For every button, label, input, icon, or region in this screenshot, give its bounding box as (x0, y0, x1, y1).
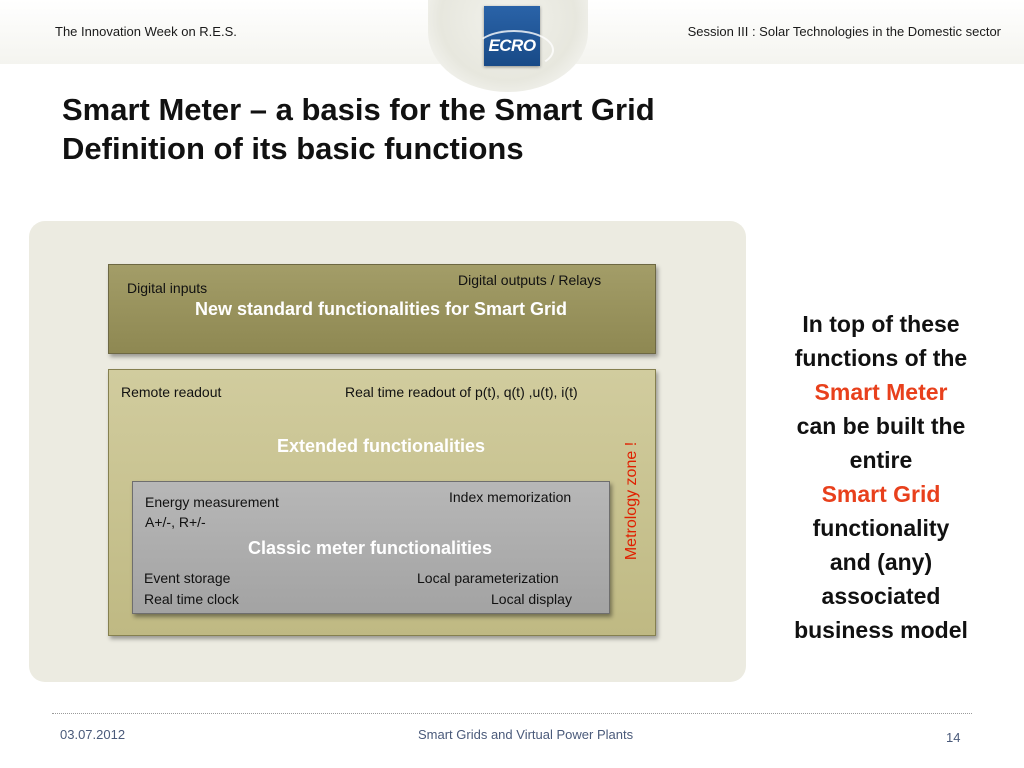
real-time-clock-label: Real time clock (144, 591, 239, 607)
side-note-line: can be built the (796, 413, 966, 439)
side-note-line: entire (849, 447, 913, 473)
real-time-readout-label: Real time readout of p(t), q(t) ,u(t), i(t) (345, 384, 578, 400)
side-note-line: business model (794, 617, 968, 643)
footer-presentation-title: Smart Grids and Virtual Power Plants (418, 727, 634, 742)
energy-measurement-label: Energy measurement (145, 494, 279, 510)
side-note-line: In top of these (802, 311, 960, 337)
local-display-label: Local display (491, 591, 572, 607)
side-note-line: associated (821, 583, 941, 609)
extended-heading: Extended functionalities (276, 436, 486, 456)
header-event-title: The Innovation Week on R.E.S. (55, 24, 237, 39)
metrology-zone-label (621, 430, 643, 572)
side-note-line: functionality (812, 515, 950, 541)
smart-meter-highlight: Smart Meter (814, 379, 948, 405)
slide-title (62, 90, 655, 168)
smart-grid-highlight: Smart Grid (821, 481, 941, 507)
digital-outputs-label: Digital outputs / Relays (458, 272, 602, 288)
digital-inputs-label: Digital inputs (127, 280, 208, 296)
side-note-line: functions of the (794, 345, 968, 371)
side-note (770, 307, 992, 647)
classic-heading: Classic meter functionalities (247, 538, 493, 558)
metrology-zone-text: Metrology zone ! (623, 441, 640, 561)
title-line-1: Smart Meter – a basis for the Smart Grid (62, 92, 655, 127)
footer-divider (52, 713, 972, 714)
event-storage-label: Event storage (144, 570, 231, 586)
header-session-title: Session III : Solar Technologies in the Domestic sector (687, 24, 1001, 39)
footer-date: 03.07.2012 (60, 727, 126, 742)
page-number: 14 (946, 730, 961, 745)
local-parameterization-label: Local parameterization (417, 570, 559, 586)
smart-grid-heading: New standard functionalities for Smart Grid (194, 299, 568, 319)
side-note-line: and (any) (829, 549, 933, 575)
energy-values-label: A+/-, R+/- (145, 514, 206, 530)
index-memorization-label: Index memorization (449, 489, 572, 505)
remote-readout-label: Remote readout (121, 384, 222, 400)
logo-text: ECRO (488, 36, 536, 55)
title-line-2: Definition of its basic functions (62, 131, 524, 166)
